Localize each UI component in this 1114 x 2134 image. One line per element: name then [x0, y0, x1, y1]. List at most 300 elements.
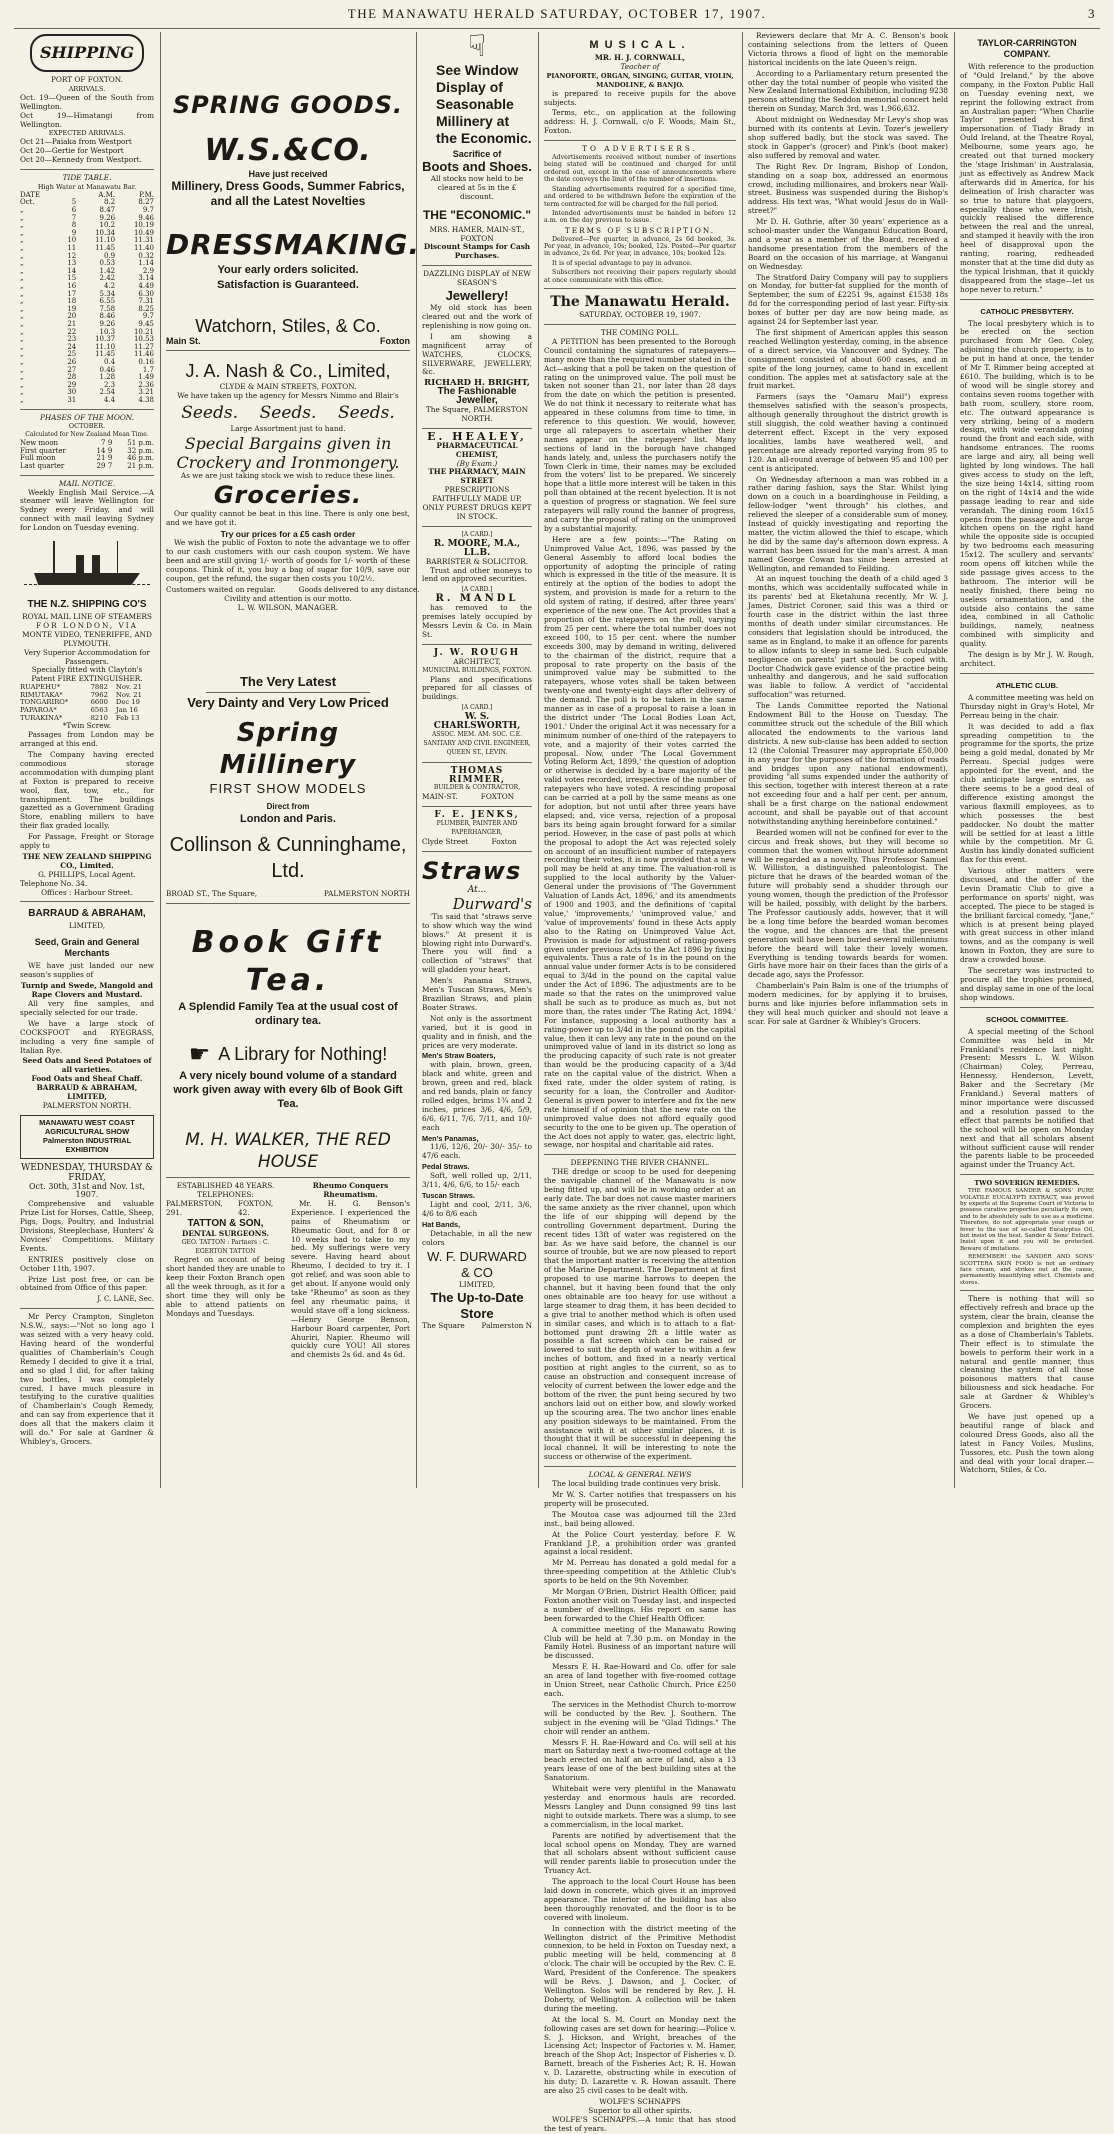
tide-row-cell: „	[20, 266, 24, 275]
tide-row-cell: „	[20, 251, 24, 260]
jenks-address: Clyde Street Foxton	[422, 837, 517, 846]
telephone: Telephone No. 34.	[20, 878, 88, 888]
tide-row-cell: 23	[67, 335, 77, 344]
tide-row-cell: „	[20, 289, 24, 298]
steamer-row-cell: 6600	[90, 698, 108, 707]
news-item: Mr D. H. Guthrie, after 30 years' experience as a school-master under the Wanganui Education Board, and a year as a member of the Board, received a handsome presentation from the members of the Board on the occasion of his marriage, at Wanganui on Wednesday.	[748, 217, 948, 271]
established: ESTABLISHED 48 YEARS.	[176, 1181, 275, 1191]
pharm-chemist: PHARMACEUTICAL CHEMIST,	[436, 440, 518, 459]
straws-at: At...	[467, 884, 487, 895]
moore-name: R. MOORE, M.A., LL.B.	[433, 538, 521, 558]
pharmacy-address: THE PHARMACY, MAIN STREET	[428, 467, 526, 486]
advertisers-heading: TO ADVERTISERS.	[582, 144, 698, 154]
steamer-row-cell: RIMUTAKA*	[20, 690, 63, 699]
divider	[544, 324, 736, 325]
barrister: BARRISTER & SOLICITOR.	[425, 556, 529, 566]
tide-row-cell: 29	[67, 380, 77, 389]
nz-note: Very Superior Accommodation for Passengers.	[24, 647, 150, 666]
arrivals-heading: ARRIVALS.	[68, 84, 106, 93]
steamer-row-cell: Nov. 21	[115, 690, 142, 699]
card-label: [A CARD.]	[461, 530, 493, 538]
divider	[20, 901, 154, 902]
barraud-heading: BARRAUD & ABRAHAM,	[28, 908, 146, 920]
tide-row-cell: 0.46	[99, 365, 116, 374]
straws-heading: Straws	[422, 856, 522, 885]
tide-row	[20, 397, 154, 405]
divider	[166, 350, 410, 351]
moon-heading: PHASES OF THE MOON.	[39, 412, 135, 422]
tide-col-am: A.M.	[98, 190, 116, 199]
notonly-text: Not only is the assortment varied, but it is good in quality and in finish, and the prices are very moderate.	[422, 1013, 532, 1050]
deepening-text: THE dredge or scoop to be used for deepening the navigable channel of the Manawatu is now being fitted up, and will be in working order at an early date. The bar does not cause master mariners the same anxiety as the river channel, upon which the life of our shipping will depend by the controlling Government department. During the recent tides 13ft of water was registered on the bar. As we have said before, the channel is our source of trouble, but we are now pleased to report that the important matter is receiving the attention of the Marine Department. The Department at first proposed to use marine harrows to deepen the channel, but it having been found that the only ones obtainable are too heavy for use without a large steamer to drag them, it has been decided to a give trial to another method which is often used in similar cases, and which is to attach to a flat-bottomed punt drawing 2ft a little water as possible a flat screen which can be raised or lowered to suit the depth of water to within a few inches of bottom, and fixed in a nearly vertical position at right angles to the current, so as to cause an obstruction and consequent increase of velocity of current between the lower edge and the bottom of the river, the punt being secured by two anchors laid out on either bow, and slowly worked up the scouring area. The two anchor lines enable any position sideways to be maintained. From the assistance with it at other similar places, it is thought that it will be successful in deepening the local channel. It will be interesting to note the success or otherwise of the experiment.	[544, 1167, 736, 1462]
tide-row-cell: 8.2	[103, 198, 116, 207]
tide-row	[20, 313, 154, 321]
company-text: The Company having erected commodious storage accommodation with dumping plant at Foxton is prepared to receive wool, flax, tow, etc., for transhipment. The buildings gazetted as a Government Grading Store, enabling millers to have their flax graded locally.	[20, 749, 154, 831]
by-exam: (By Exam.)	[456, 458, 498, 468]
moon-row-cell: 21	[96, 454, 106, 463]
pupils-text: is prepared to receive pupils for the above subjects.	[544, 88, 736, 107]
boots-shoes: Boots and Shoes.	[422, 158, 532, 174]
subscription-text3: Subscribers not receiving their papers regularly should at once communicate with this office.	[544, 269, 736, 284]
tide-row-cell: „	[20, 380, 24, 389]
tide-row-cell: 16	[67, 282, 77, 290]
rough-name: J. W. ROUGH	[433, 647, 521, 658]
barraud-limited: LIMITED,	[68, 921, 106, 931]
tide-row-cell: „	[20, 350, 24, 359]
prescriptions: PRESCRIPTIONS FAITHFULLY MADE UP.	[432, 485, 522, 504]
plans-text: Plans and specifications prepared for all classes of buildings.	[422, 674, 532, 702]
tide-row-cell: 2.54	[99, 388, 116, 397]
moon-row-cell: 46 p.m.	[127, 454, 154, 463]
athletic-heading: ATHLETIC CLUB.	[995, 680, 1059, 690]
divider	[166, 1177, 410, 1178]
try-prices: Try our prices for a £5 cash order	[220, 529, 356, 540]
nz-sub2: FOR LONDON, VIA	[36, 620, 138, 630]
satisfaction-text: Satisfaction is Guaranteed.	[217, 278, 359, 291]
barraud-signature: BARRAUD & ABRAHAM, LIMITED,	[36, 1083, 138, 1102]
boaters-text: with plain, brown, green, black and white, green and brown, green and red, black and red bands, plain or fancy rolled edges, brims 1¾ and 2 inches, prices 3/6, 4/6, 5/9, 6/6, 6/11, 7/6, 7/11, and 10/- each	[422, 1060, 532, 1132]
sovereign-text2: REMEMBER! the SANDER AND SONS' SCOTTERA SKIN FOOD is not an ordinary face cream, and strikes out at the cause, permanently beautifying effect. Chemists and stores.	[960, 1254, 1094, 1286]
customers-text: Customers waited on regular. Goods delivered to any distance.	[166, 584, 420, 594]
divider	[422, 644, 532, 645]
catholic-heading: CATHOLIC PRESBYTERY.	[980, 306, 1074, 316]
seeds-heading: Seeds. Seeds. Seeds.	[181, 402, 395, 423]
poll-text2: Here are a few points:—"The Rating on Unimproved Value Act, 1896, was passed by the General Assembly to afford local bodies the opportunity of adopting the principle of rating which is expressed in the title of the measure. It is entirely at the option of the bodies to adopt the system, and provision is made for a return to the old system of rating, if desired, after three years' experience of the new one. The Act provides that a proportion of the ratepayers on the roll, varying from 25 per cent. where the total number does not exceed 100, to 15 per cent. where the number exceeds 300, may by demand in writing, delivered to the chairman of the district, require that a proposal to rate property on the basis of the unimproved value may be submitted to the ratepayers, whose votes shall be taken between twenty-one and twenty-eight days after delivery of the demand. The poll is to be taken in the same manner as in case of a proposal to raise a loan in the district under 'The Local Bodies Loan Act, 1901.' Under the original Act it was necessary for a minimum number of one-third of the ratepayers to vote, and a majority of their votes carried the proposal. Now, under 'The Local Government Voting Reform Act, 1899,' the question of adoption or otherwise is decided by a bare majority of the valid votes recorded, irrespective of the number of ratepayers who have voted. A rescinding proposal can be carried at a poll by the same means as one for adoption, but not until after three years have elapsed; and, vice versa, rejection of a proposal bars its being again brought forward for a similar period. However, in the case of past polls at which the proposal to adopt the Act was rejected solely on account of an insufficient number of ratepayers recording their votes, it is now provided that a new poll may be held at any time. The valuation-roll is supplied to the local authority by the Valuer-General under the provisions of 'The Government Valuation of Lands Act, 1896,' and its amendments of 1900 and 1903, and the definitions of 'capital value,' 'improvements,' 'unimproved value,' and 'value of improvements' found in these Acts apply also to the Rating on Unimproved Value Act. Provision is made for adjustment of rating-powers given under previous Acts to the Act 1896 by fixing equivalents. Thus a rate of 1s in the pound on the annual value under former Acts is to be considered equal to 3/4d in the pound on the capital value under the Act of 1896. The adjustments are to be made so that the rates on the unimproved value shall be such as to produce as much as, but not more than, the rates under 'The Rating Act, 1894.' For instance, supposing a local authority has a rating-power up to 3/4d in the pound on the capital value, then it can levy any rate in the pound on the unimproved value of land in its district so long as the producing capacity of such rate is not greater than would be the producing capacity of a 3/4d rate on the capital value of the district. When a fixed rate, under the older system of rating, is security for a loan, the Controller and Auditor-General is given power to interfere and fix the new rate himself if of opinion that the new rate on the unimproved value does not afford equally good security to the one to be given up. The operation of the Act does not apply to water, gas, electric light, sewage, nor hospital and charitable aid rates.	[544, 534, 736, 1150]
local-item: The Moutoa case was adjourned till the 23rd inst., bail being allowed.	[544, 1509, 736, 1528]
stock-text: As we are just taking stock we wish to reduce these lines.	[180, 470, 396, 480]
tide-row-cell: 0.53	[99, 259, 116, 268]
school-heading: SCHOOL COMMITTEE.	[985, 1014, 1069, 1024]
local-item: At the Police Court yesterday, before F. W. Frankland J.P., a prohibition order was granted against a local resident.	[544, 1529, 736, 1557]
moon-note: Calculated for New Zealand Mean Time.	[25, 431, 149, 439]
tide-row	[20, 367, 154, 375]
tide-row-cell: „	[20, 327, 24, 336]
tatton-text: Regret on account of being short handed they are unable to keep their Foxton Branch open all the week through, as it for a short time they will only be able to attend patients on Mondays and Tuesdays.	[166, 1255, 285, 1318]
sovereign-text: THE FAMOUS SANDER & SONS' PURE VOLATILE EUCALYPTI EXTRACT, was proved by experts at the Supreme Court of Victoria to possess curative properties peculiarly its own, and to be absolutely safe to use as a medicine. Therefore, do not appropriate your cough or fever to the use of so-called Eucalyptus Oil, but insist on the best. Sander & Sons' Extract. Insist upon it and you will be protected. Beware of imitations.	[960, 1188, 1094, 1252]
nzco-name: THE NEW ZEALAND SHIPPING CO., Limited.	[22, 851, 152, 870]
jewellery-text: My old stock has been cleared out and the work of replenishing is now going on.	[422, 303, 532, 330]
tide-row-cell: „	[20, 388, 24, 397]
barraud-p1: WE have just landed our new season's supplies of	[20, 961, 154, 980]
divider	[20, 409, 154, 410]
tide-row-cell: „	[20, 342, 24, 351]
coupon-text: We wish the public of Foxton to note the advantage we to offer to our cash customers with our cash coupon system. We have been and are still giving 1/- worth of goods for 1/- worth of these coupons. Think of it, you buy a bag of sugar for 10/9, save our coupon, get the refund, the sugar then costs you 10/2½.	[166, 538, 410, 583]
steamer-row-cell: PAPAROA*	[20, 706, 57, 715]
tide-row-cell: 2.36	[138, 380, 154, 389]
tide-row-cell: 7	[71, 213, 77, 222]
news-item: On Wednesday afternoon a man was robbed in a rather daring fashion, says the Star. Whilst lying down on a couch in a boardinghouse in Feilding, a fellow-lodger "went through" his clothes, and relieved the sleeper of a considerable sum of money. Instead of quickly investigating and reporting the matter, the victim allowed the thief to escape, which he did by the same day's afternoon down express. A warrant has been issued for the man's arrest. A man named George Cowan has since been arrested at Wellington, and remanded to Feilding.	[748, 474, 948, 573]
tide-row-cell: 9.26	[99, 319, 116, 328]
panama-text: Men's Panama Straws, Men's Tuscan Straws, Men's Brazilian Straws, and plain Boater Straws.	[422, 976, 532, 1012]
walker-name: M. H. WALKER, THE RED HOUSE	[185, 1130, 391, 1173]
durward-street: The Square	[422, 1321, 465, 1331]
divider	[960, 1007, 1094, 1008]
wolfe-text: Superior to all other spirits.	[588, 2105, 692, 2115]
divider	[960, 673, 1094, 674]
divider	[544, 1466, 736, 1467]
athletic-text4: The secretary was instructed to procure all the trophies promised, and display same in one of the local shop windows.	[960, 966, 1094, 1002]
tide-row-cell: 11.45	[95, 244, 116, 253]
tide-row-cell: 1.49	[138, 373, 154, 382]
page-number: 3	[1088, 6, 1096, 21]
grocery-text: Our quality cannot be beat in this line. There is only one best, and we have got it.	[166, 509, 410, 528]
tide-row	[20, 253, 154, 261]
subscription-text2: It is of special advantage to pay in advance.	[552, 259, 693, 267]
tide-col-date: DATE	[20, 190, 41, 199]
library-text: A very nicely bound volume of a standard work given away with every 6lb of Book Gift Tea.	[173, 1070, 403, 1111]
deepening-heading: DEEPENING THE RIVER CHANNEL.	[570, 1158, 710, 1168]
nz-sub3: MONTE VIDEO, TENERIFFE, AND PLYMOUTH.	[22, 629, 152, 648]
tide-row	[20, 374, 154, 382]
news-item: According to a Parliamentary return presented the other day the total number of people who visited the New Zealand International Exhibition, including 9238 persons attending the Seddon memorial concert held therein on Sunday, March 3rd, was 1,966,632.	[748, 68, 949, 114]
watchorn-name: Watchorn, Stiles, & Co.	[195, 315, 381, 336]
tide-row-cell: 10.3	[99, 327, 116, 336]
local-item: A committee meeting of the Manawatu Rowing Club will be held at 7.30 p.m. on Monday in the Family Hotel. Business of an important nature will be discussed.	[544, 1624, 736, 1661]
tide-row-cell: 27	[67, 365, 77, 374]
tide-row-cell: 1.42	[99, 266, 116, 275]
card-label: [A CARD.]	[461, 704, 493, 712]
all-stocks: All stocks now held to be cleared at 5s in the £ discount.	[430, 173, 524, 201]
moon-row-cell: 9	[107, 439, 113, 448]
card-label: [A CARD.]	[461, 586, 493, 594]
moon-row-cell: 9	[107, 446, 113, 455]
news-item: Reviewers declare that Mr A. C. Benson's book containing selections from the letters of Queen Victoria throws a flood of light on the memorable historical incidents on the late Queen's reign.	[748, 31, 948, 67]
tide-row-cell: 4.4	[103, 395, 116, 404]
tide-row	[20, 207, 154, 215]
divider	[20, 475, 154, 476]
panamas-heading: Men's Panamas,	[422, 1133, 479, 1143]
tide-row	[20, 283, 154, 291]
watchorn-address	[166, 337, 410, 346]
taylor-heading: TAYLOR-CARRINGTON COMPANY.	[977, 38, 1077, 59]
show-dates: Oct. 30th, 31st and Nov. 1st, 1907.	[28, 1181, 146, 1200]
moon-row-cell: 9	[107, 454, 113, 463]
tide-row-cell: 11.10	[95, 342, 116, 351]
bright-address: The Square, PALMERSTON NORTH.	[425, 405, 529, 423]
tide-row-cell: 15	[67, 274, 77, 283]
groceries-heading: Groceries.	[213, 481, 363, 510]
hatbands-heading: Hat Bands,	[422, 1219, 461, 1229]
tide-row-cell: 26	[67, 357, 77, 366]
book-gift-tea-heading: Book Gift Tea.	[191, 925, 385, 999]
tide-row-cell: 24	[67, 342, 77, 351]
divider	[422, 851, 532, 852]
wolfe-text2: WOLFE'S SCHNAPPS.—A tonic that has stood the test of years.	[544, 2114, 736, 2133]
durward-limited: LIMITED,	[458, 1280, 496, 1290]
tide-row-cell: 1.28	[99, 373, 116, 382]
tide-row-cell: 17	[67, 289, 77, 298]
tide-row-cell: 5	[71, 198, 77, 207]
moon-row-cell: 29	[96, 462, 106, 470]
tide-row-cell: 14	[67, 266, 77, 275]
tide-row-cell: 20	[67, 312, 77, 321]
barraud-subheading: Seed, Grain and General Merchants	[34, 937, 140, 959]
steamer-row-cell: Nov. 21	[115, 683, 142, 692]
moon-row-cell: First quarter	[20, 446, 66, 455]
shipping-logo-text: SHIPPING	[40, 42, 134, 62]
london-paris: London and Paris.	[240, 813, 336, 826]
arrival-item: Oct 19—Himatangi from Wellington.	[20, 110, 154, 129]
library-row	[166, 1040, 410, 1069]
nz-note2: Specially fitted with Clayton's Patent FIRE EXTINGUISHER.	[31, 665, 143, 684]
sanitary: SANITARY AND CIVIL ENGINEER,	[423, 739, 531, 747]
steamship-illustration	[34, 539, 140, 593]
tide-row-cell: 11	[67, 244, 77, 253]
school-text: A special meeting of the School Committee was held in Mr Frankland's residence last night. Present: Messrs L. W. Wilson (Chairman) Coley, Perreau, Hennessy, Henderson, Levett, Baker and the Secretary (Mr Frankland.) Several matters of minor importance were discussed and a resolution passed to the effect that parents be notified that the school will be open on Monday next and that all scholars absent without sufficient cause will render the parents liable to be proceeded against under the Truancy Act.	[960, 1026, 1094, 1170]
architect: ARCHITECT,	[453, 656, 501, 666]
tide-row-cell: 11.40	[133, 244, 154, 253]
tide-row-cell: 8.27	[138, 198, 154, 207]
tide-row-cell: 13	[67, 259, 77, 268]
divider	[206, 692, 370, 693]
rheumo-text: Mr. H. G. Benson's Experience. I experienced the pains of Rheumatism or Rheumatic Gout, and for 8 or 10 weeks had to take to my bed. My sufferings were very severe. Having heard about Rheumo, I decided to try it. I got relief, and was soon able to get about. If anyone would only take "Rheumo" as soon as they feel any rheumatic pains, it would stave off a long sickness.—Henry George Benson, Harbour Board carpenter, Port Ahuriri, Napier. Rheumo will quickly cure YOU! All stores and chemists 2s 6d. and 4s 6d.	[291, 1198, 410, 1360]
tide-heading: TIDE TABLE.	[62, 173, 112, 183]
tatton-name: TATTON & SON,	[187, 1217, 264, 1229]
moon-row-cell: Full moon	[20, 454, 56, 463]
nz-shipping-heading: THE N.Z. SHIPPING CO'S	[27, 599, 147, 611]
news-item: Bearded women will not be confined for ever to the circus and freak shows, but they will become so common that the women without hirsute adornment will be regarded as a novelty. Thus Professor Samuel W. Williston, a distinguished paleontologist. The picture that he draws of the bearded woman of the future will probably send a shudder through our young women, though the prediction of the Professor will be hailed, possibly, with delight by the barbers. The Professor cautiously adds, however, that it will be a long time before the bearded woman becomes the vogue, and the chances are that the present generation will have been buried several millenniums before the beard will take their lovely women. Everything is tending towards beards for women. Girls have more hair on their faces than the girls of a decade ago, says the Professor.	[748, 827, 948, 980]
millinery-text: Millinery, Dress Goods, Summer Fabrics, and all the Latest Novelties	[171, 178, 405, 208]
tide-row-cell: „	[20, 244, 24, 253]
tide-row-cell: 6.55	[99, 297, 116, 306]
advertisers-text3: Intended advertisements must be handed in before 12 a.m. on the day previous to issue.	[544, 209, 736, 225]
tide-row-cell: 19	[67, 304, 77, 313]
show-banner: MANAWATU WEST COAST AGRICULTURAL SHOW Palmerston INDUSTRIAL EXHIBITION	[20, 1115, 154, 1159]
tide-row-cell: 9	[71, 228, 77, 237]
paper-title: The Manawatu Herald.	[550, 294, 730, 311]
orders-text: Your early orders solicited.	[217, 263, 359, 276]
tide-row-cell: „	[20, 259, 24, 268]
watchorn-street: Main St.	[166, 335, 201, 346]
tide-table	[20, 192, 154, 405]
column-reports	[954, 32, 1100, 1488]
athletic-text2: It was decided to add a flax spreading competition to the programme for the sports, the prize being a gold medal, donated by Mr Perreau. Special judges were appointed for the event, and the club anticipate large entries, as there seems to be a good deal of difference existing amongst the various flaxmill employees, as to which possesses the best paddocker. No doubt the matter will be settled for at least a little while by the competition. Mr G. Austin has kindly donated sufficient flax for this event.	[960, 721, 1094, 865]
tide-subheading: High Water at Manawatu Bar.	[37, 182, 137, 191]
spring-millinery-heading: Spring Millinery	[219, 718, 357, 781]
tide-row-cell: „	[20, 221, 24, 230]
local-item: Messrs F. H. Rae-Howard and Co. will sell at his mart on Saturday next a two-roomed cottage at the beach erected on half an acre of land, also a 13 years lease of one of the best building sites at the Sanatorium.	[544, 1737, 736, 1783]
jewellery-showing: I am showing a magnificent array of WATCHES, CLOCKS, SILVERWARE, JEWELLERY, &c.	[422, 331, 532, 377]
dental-surgeons: DENTAL SURGEONS.	[182, 1228, 269, 1238]
tide-row-cell: 0.16	[138, 357, 154, 366]
musical-heading: MUSICAL.	[589, 39, 691, 51]
divider	[166, 903, 410, 904]
column-editorial	[538, 32, 742, 2133]
tide-row-cell: 11.10	[95, 236, 116, 245]
tide-row-cell: 10.53	[133, 335, 154, 344]
charlsworth-name: W. S. CHARLSWORTH,	[433, 712, 521, 732]
special-bargains: Special Bargains given in Crockery and Ironmongery.	[176, 433, 400, 472]
tel-palmerston: PALMERSTON, 291.	[166, 1198, 223, 1217]
news-item: The first shipment of American apples this season reached Wellington yesterday, coming, in the absence of a direct service, via Vancouver and Sydney. The consignment consisted of about 600 cases, and in spite of the long journey, came to hand in excellent condition. The apples met at satisfactory sale at the fruit market.	[748, 328, 948, 391]
durward-town: Palmerston N	[481, 1321, 532, 1331]
expected-item: Oct 20—Gertie for Westport	[20, 146, 124, 156]
tide-row-cell: 9.46	[138, 213, 154, 222]
offices: Offices : Harbour Street.	[41, 887, 133, 897]
moon-row-cell: 7	[107, 462, 113, 470]
tide-row	[20, 389, 154, 397]
local-news-heading: LOCAL & GENERAL NEWS	[588, 1470, 692, 1480]
tide-row-cell: 8	[71, 221, 77, 230]
tatton-partners: GEO. TATTON : Partners : C. EGERTON TATTON	[181, 1238, 270, 1255]
tide-row	[20, 245, 154, 253]
passage-apply: For Passage, Freight or Storage apply to	[20, 832, 154, 851]
advertisers-text2: Standing advertisements required for a specified time, and ordered to be withdrawn before the expiration of the term contracted for will be charged for the full period.	[544, 185, 736, 208]
tide-row-cell: „	[20, 304, 24, 313]
tide-row-cell: 6	[71, 206, 77, 215]
local-item: Messrs F. H. Rae-Howard and Co. offer for sale an area of land together with five-roomed cottage in Union Street, near Catholic Church. Price £250 each.	[544, 1662, 736, 1698]
divider	[960, 1290, 1094, 1291]
tuscan-text: Light and cool, 2/11, 3/6, 4/6 to 8/6 each	[422, 1199, 532, 1218]
manager-sig: L. W. WILSON, MANAGER.	[237, 602, 339, 612]
divider	[960, 1174, 1094, 1175]
tide-row-cell: „	[20, 297, 24, 306]
tide-row-cell: 2.9	[142, 266, 154, 275]
divider	[20, 1308, 154, 1309]
moon-row-cell: 32 p.m.	[127, 446, 154, 455]
tide-row-cell: 1.7	[142, 365, 154, 374]
tide-row-cell: 11.31	[133, 236, 154, 245]
tide-row-cell: 31	[67, 395, 77, 404]
tide-row-cell: „	[20, 335, 24, 344]
tide-row-cell: „	[20, 228, 24, 237]
teacher-of: Teacher of	[620, 61, 660, 71]
tide-row-cell: 9.26	[99, 213, 116, 222]
moon-row	[20, 463, 154, 471]
tide-row	[20, 275, 154, 283]
local-item: The local building trade continues very brisk.	[552, 1479, 721, 1489]
news-item: The Stratford Dairy Company will pay to suppliers on Monday, for butter-fat supplied for the month of September, the sum of £2251 9s, against £1538 18s 8d for the corresponding period of last year. Fifty-six boxes of butter per day are now being made, as against 24 for September last year.	[748, 272, 948, 327]
port-heading: PORT OF FOXTON.	[50, 75, 123, 84]
moon-row-cell: 51 p.m.	[127, 439, 154, 448]
tide-row-cell: 9.7	[142, 312, 154, 321]
news-item: The Right Rev. Dr Ingram, Bishop of London, standing on a soap box, addressed an enormous crowd, including millionaires, and brokers near Wall-street. Business was suspended during the Bishop's address. His text was, "What would Jesus do in Wall-street?"	[748, 161, 948, 216]
tide-row-cell: „	[20, 213, 24, 222]
steamer-row-cell: Dec 19	[115, 698, 140, 707]
tide-row-cell: 11.27	[133, 342, 154, 351]
tuscan-heading: Tuscan Straws.	[422, 1191, 475, 1200]
tide-row-cell: 21	[67, 319, 77, 328]
steamer-row-cell: TURAKINA*	[20, 713, 63, 722]
news-item: The Lands Committee reported the National Endowment Bill to the House on Tuesday. The committee struck out the schedule of the Bill which allocated the endowments to the various land districts. A new sub-clause has been added to section 12 (the Colonial Treasurer may appropriate £50,000 in any year for the purposes of the formation of roads and bridges upon any national endowment), providing "all sums expended under the authority of this section, together with interest thereon at a rate not exceeding four and a half per cent. per annum, shall be a first charge on the national endowment account, and shall be payable out of that account notwithstanding anything hereinbefore contained."	[748, 701, 948, 826]
tide-row-cell: 8.25	[138, 304, 154, 313]
tide-row-cell: 0.4	[103, 357, 116, 366]
tablets-text: There is nothing that will so effectively refresh and brace up the system, clear the brain, cleanse the complexion and brighten the eyes as a dose of Chamberlain's Tablets. Their effect is to stimulate the bowels to perform their work in a natural and gentle manner, thus cleansing the system of all those poisonous matters that cause biliousness and sick headache. For sale at Gardner & Whibley's Grocers.	[960, 1294, 1094, 1411]
wsco-heading: W.S.&CO.	[204, 133, 372, 168]
tide-row-cell: 9.7	[142, 206, 154, 215]
mandl-name: R. MANDL	[435, 593, 519, 605]
tide-row-cell: 2.3	[103, 380, 116, 389]
barraud-p3: We have a large stock of COCKSFOOT and RYEGRASS, including a very fine sample of Italian Rye.	[20, 1018, 154, 1055]
tide-row-cell: 3.14	[138, 274, 154, 283]
cornwall-name: MR. H. J. CORNWALL,	[594, 53, 686, 62]
tide-row-cell: „	[20, 365, 24, 374]
barraud-p4: Seed Oats and Seed Potatoes of all varieties.	[22, 1056, 152, 1075]
tide-row-cell: 4.2	[103, 282, 116, 290]
tide-row-cell: 0.9	[103, 251, 116, 260]
tide-row-cell: 11.45	[95, 350, 116, 359]
tel-foxton: FOXTON, 42.	[238, 1198, 274, 1217]
mandl-text: has removed to the premises lately occupied by Messrs Levin & Co. in Main St.	[422, 603, 532, 639]
purest-drugs: ONLY PUREST DRUGS KEPT IN STOCK.	[422, 503, 532, 521]
fashionable-jeweller: The Fashionable Jeweller,	[437, 386, 517, 407]
steamer-row-cell: 8210	[90, 713, 108, 722]
local-item: Whitebait were very plentiful in the Manawatu yesterday and enormous hauls are recorded. Messrs Langley and Dunn consigned 99 tins last night to outside markets. There was a slump, to see a commercialism, in the local market.	[544, 1784, 736, 1829]
civility-text: Civility and attention is our motto.	[224, 593, 352, 603]
expected-item: Oct 21—Paiaka from Westport	[20, 137, 132, 147]
tatton-advert	[166, 1182, 285, 1362]
tide-row-cell: „	[20, 206, 24, 215]
rheumo-heading: Rheumo Conquers Rheumatism.	[312, 1181, 389, 1200]
local-item: Parents are notified by advertisement that the local school opens on Monday. They are warned that all scholars absent without sufficient cause will render parents liable to prosecution under the Truancy Act.	[544, 1830, 736, 1876]
tide-row	[20, 359, 154, 367]
steamer-row-cell: 7882	[90, 683, 108, 692]
tide-row-cell: 28	[67, 373, 77, 382]
hamer-address: MRS. HAMER, MAIN-ST., FOXTON	[429, 224, 525, 243]
steamer-row-cell: TONGARIRO*	[20, 698, 69, 707]
collinson-address	[166, 890, 410, 899]
passages-text: Passages from London may be arranged at this end.	[20, 730, 154, 749]
expected-item: Oct 20—Kennedy from Westport.	[20, 155, 142, 165]
splendid-tea: A Splendid Family Tea at the usual cost of ordinary tea.	[178, 1001, 398, 1028]
tide-row-cell: 10.2	[99, 221, 116, 230]
terms-text: Terms, etc., on application at the following address: H. J. Cornwall, c/o F. Woods, Main St., Foxton.	[544, 108, 736, 136]
tide-row-cell: 7.31	[138, 297, 154, 306]
divider	[544, 140, 736, 141]
dainty-text: Very Dainty and Very Low Priced	[187, 695, 389, 711]
watchorn-town: Foxton	[380, 335, 410, 346]
athletic-text: A committee meeting was held on Thursday night in Gray's Hotel, Mr Perreau being in the chair.	[960, 692, 1094, 720]
latest-heading: The Very Latest	[239, 674, 337, 690]
assoc: ASSOC. MEM. AM. SOC. C.E.	[431, 730, 523, 738]
tide-row	[20, 199, 154, 207]
collinson-town: PALMERSTON NORTH	[323, 889, 410, 899]
masthead-title: THE MANAWATU HERALD SATURDAY, OCTOBER 17, 1907.	[347, 6, 767, 21]
spring-goods-heading: SPRING GOODS.	[172, 91, 404, 119]
tide-row-cell: 10.34	[95, 228, 116, 237]
tel-row	[166, 1200, 285, 1218]
tide-row-cell: 18	[67, 297, 77, 306]
column-small-ads	[416, 29, 538, 1488]
tide-row	[20, 306, 154, 314]
tide-row-cell: „	[20, 312, 24, 321]
queen-st: QUEEN ST., LEVIN.	[446, 748, 508, 756]
divider	[422, 762, 532, 763]
trust-text: Trust and other moneys to lend on approved securities.	[422, 565, 532, 584]
municipal: MUNICIPAL BUILDINGS, FOXTON.	[422, 666, 532, 674]
tide-row-cell: 25	[67, 350, 77, 359]
column-shipping	[14, 32, 160, 1488]
